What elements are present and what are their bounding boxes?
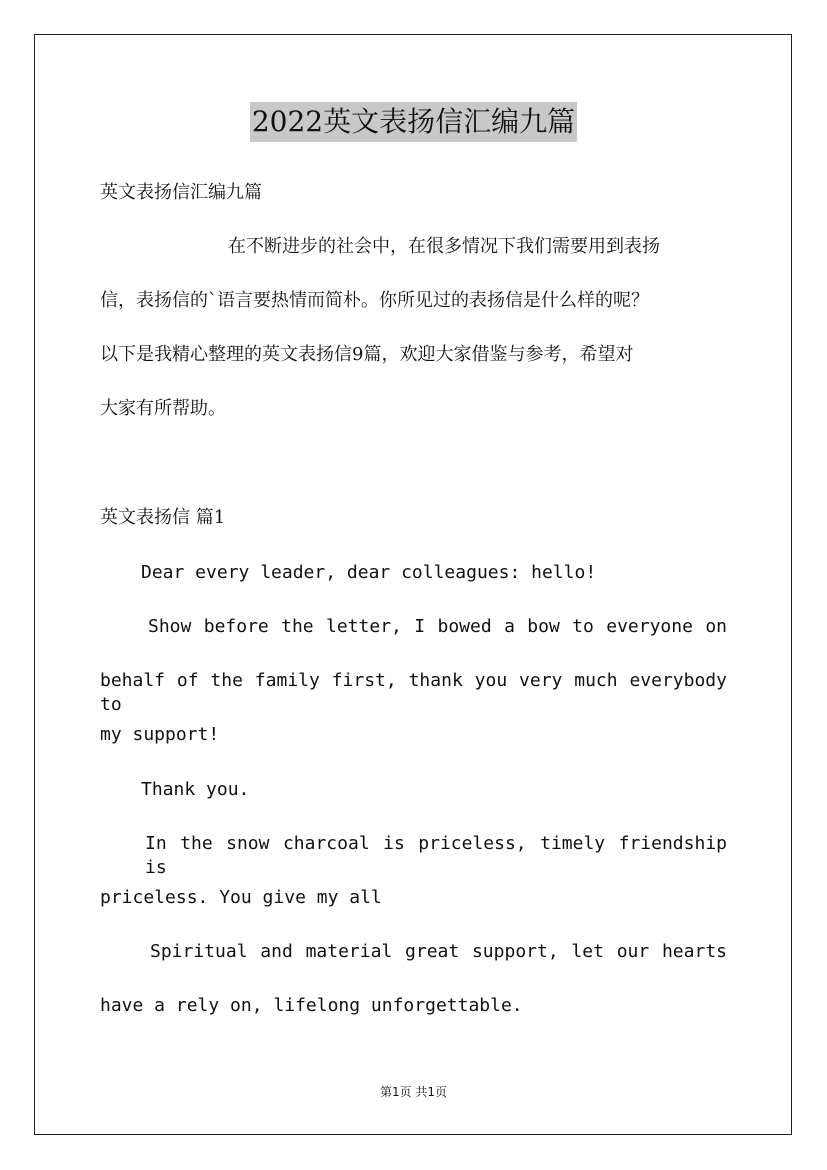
document-title: 2022英文表扬信汇编九篇	[250, 102, 577, 142]
page-footer: 第1页 共1页	[379, 1085, 448, 1099]
document-subtitle: 英文表扬信汇编九篇	[100, 182, 262, 203]
body-line-6: In the snow charcoal is priceless, timely friendship is	[145, 833, 727, 878]
body-line-2: Show before the letter, I bowed a bow to everyone on	[148, 616, 727, 637]
body-line-9: have a rely on, lifelong unforgettable.	[100, 995, 523, 1016]
body-line-7: priceless. You give my all	[100, 887, 382, 908]
title-container	[0, 102, 827, 142]
body-line-5: Thank you.	[141, 779, 250, 800]
body-line-4: my support!	[100, 724, 220, 745]
body-line-8: Spiritual and material great support, let our hearts	[150, 941, 727, 962]
body-line-1: Dear every leader, dear colleagues: hello!	[141, 562, 597, 583]
intro-line-4: 大家有所帮助。	[100, 398, 226, 419]
section-heading: 英文表扬信 篇1	[100, 507, 226, 528]
body-line-3: behalf of the family first, thank you very much everybody to	[100, 670, 727, 715]
intro-line-2: 信，表扬信的`语言要热情而简朴。你所见过的表扬信是什么样的呢？	[100, 290, 649, 311]
intro-line-1: 在不断进步的社会中，在很多情况下我们需要用到表扬	[228, 236, 660, 257]
intro-line-3: 以下是我精心整理的英文表扬信9篇，欢迎大家借鉴与参考，希望对	[100, 344, 634, 365]
